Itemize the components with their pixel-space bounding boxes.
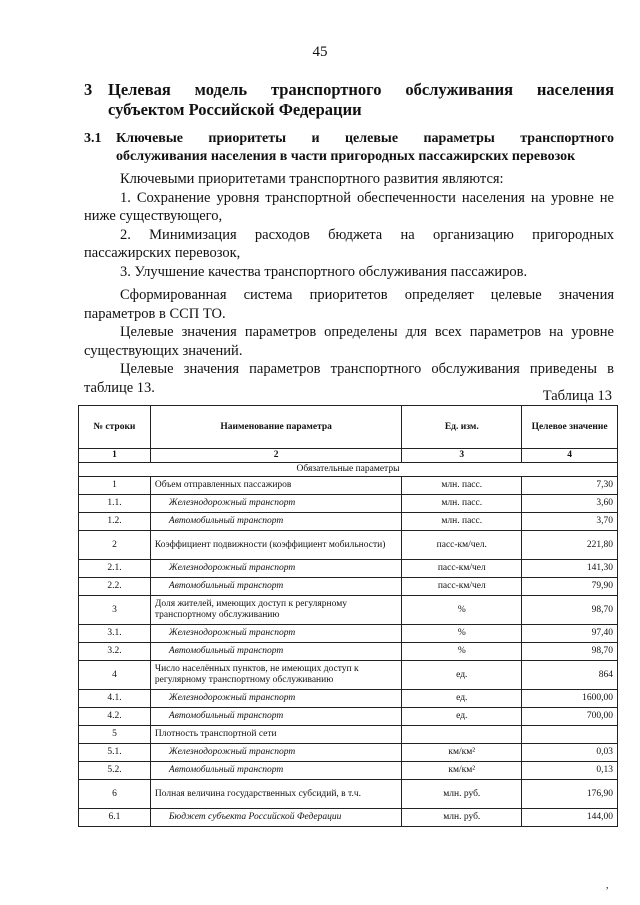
- table-row: [79, 560, 618, 578]
- header-row-number: № строки: [79, 406, 151, 449]
- section-number: 3.1: [84, 131, 102, 146]
- section-heading: [84, 130, 614, 166]
- parameter-name-cell: Железнодорожный транспорт: [150, 560, 402, 578]
- row-number-cell: 1.1.: [79, 495, 151, 513]
- column-index: 3: [402, 449, 522, 463]
- paragraph-intro: Ключевыми приоритетами транспортного развития являются:: [120, 171, 504, 187]
- table-caption: Таблица 13: [542, 388, 612, 404]
- unit-cell: ед.: [402, 661, 522, 690]
- unit-cell: км/км²: [402, 744, 522, 762]
- header-target-value: Целевое значение: [522, 406, 618, 449]
- body-text: [84, 170, 614, 397]
- table-row: [79, 661, 618, 690]
- parameter-name-cell: Доля жителей, имеющих доступ к регулярному транспортному обслуживанию: [150, 596, 402, 625]
- section-title-line1: Ключевые приоритеты и целевые параметры транспортного: [116, 131, 614, 146]
- row-number-cell: 5.1.: [79, 744, 151, 762]
- target-value-cell: 1600,00: [522, 690, 618, 708]
- paragraph-3: Целевые значения параметров транспортного обслуживания приведены в таблице 13.: [84, 361, 614, 396]
- parameter-name-cell: Автомобильный транспорт: [150, 578, 402, 596]
- chapter-title-line1: Целевая модель транспортного обслуживания населения: [108, 80, 614, 99]
- target-value-cell: 97,40: [522, 625, 618, 643]
- paragraph-2: Целевые значения параметров определены для всех параметров на уровне существующих значений.: [84, 324, 614, 359]
- row-number-cell: 6: [79, 780, 151, 809]
- header-unit: Ед. изм.: [402, 406, 522, 449]
- section-label: Обязательные параметры: [79, 463, 618, 477]
- parameter-name-cell: Коэффициент подвижности (коэффициент мобильности): [150, 531, 402, 560]
- target-value-cell: 98,70: [522, 643, 618, 661]
- target-value-cell: 864: [522, 661, 618, 690]
- row-number-cell: 3: [79, 596, 151, 625]
- unit-cell: млн. пасс.: [402, 495, 522, 513]
- parameter-name-cell: Бюджет субъекта Российской Федерации: [150, 809, 402, 827]
- parameter-name-cell: Плотность транспортной сети: [150, 726, 402, 744]
- parameter-name-cell: Железнодорожный транспорт: [150, 690, 402, 708]
- unit-cell: пасс-км/чел: [402, 560, 522, 578]
- section-row: [79, 463, 618, 477]
- unit-cell: %: [402, 596, 522, 625]
- row-number-cell: 2.2.: [79, 578, 151, 596]
- table-row: [79, 596, 618, 625]
- row-number-cell: 1.2.: [79, 513, 151, 531]
- chapter-heading: [84, 80, 614, 120]
- row-number-cell: 2.1.: [79, 560, 151, 578]
- column-index-row: [79, 449, 618, 463]
- parameter-name-cell: Железнодорожный транспорт: [150, 495, 402, 513]
- target-value-cell: 144,00: [522, 809, 618, 827]
- list-item-3: 3. Улучшение качества транспортного обслуживания пассажиров.: [120, 263, 528, 280]
- unit-cell: %: [402, 625, 522, 643]
- list-item-2: 2. Минимизация расходов бюджета на организацию пригородных пассажирских перевозок,: [84, 226, 614, 261]
- unit-cell: пасс-км/чел: [402, 578, 522, 596]
- section-title-line2: обслуживания населения в части пригородных пассажирских перевозок: [116, 149, 576, 164]
- table-row: [79, 495, 618, 513]
- target-value-cell: 0,13: [522, 762, 618, 780]
- row-number-cell: 3.2.: [79, 643, 151, 661]
- unit-cell: млн. руб.: [402, 780, 522, 809]
- table-row: [79, 726, 618, 744]
- column-index: 4: [522, 449, 618, 463]
- table-row: [79, 625, 618, 643]
- row-number-cell: 2: [79, 531, 151, 560]
- row-number-cell: 5: [79, 726, 151, 744]
- target-value-cell: 3,70: [522, 513, 618, 531]
- table-row: [79, 780, 618, 809]
- parameter-name-cell: Объем отправленных пассажиров: [150, 477, 402, 495]
- target-value-cell: 79,90: [522, 578, 618, 596]
- column-index: 2: [150, 449, 402, 463]
- table-row: [79, 809, 618, 827]
- table-row: [79, 513, 618, 531]
- row-number-cell: 4.2.: [79, 708, 151, 726]
- unit-cell: %: [402, 643, 522, 661]
- parameters-table: [78, 405, 618, 827]
- table-row: [79, 643, 618, 661]
- row-number-cell: 4.1.: [79, 690, 151, 708]
- parameter-name-cell: Железнодорожный транспорт: [150, 744, 402, 762]
- target-value-cell: [522, 726, 618, 744]
- row-number-cell: 1: [79, 477, 151, 495]
- list-item-1: 1. Сохранение уровня транспортной обеспеченности населения на уровне не ниже существующего,: [84, 189, 614, 224]
- target-value-cell: 98,70: [522, 596, 618, 625]
- parameter-name-cell: Автомобильный транспорт: [150, 762, 402, 780]
- paragraph-1: Сформированная система приоритетов определяет целевые значения параметров в ССП ТО.: [84, 287, 614, 322]
- unit-cell: ед.: [402, 690, 522, 708]
- table-row: [79, 578, 618, 596]
- header-parameter-name: Наименование параметра: [150, 406, 402, 449]
- unit-cell: млн. пасс.: [402, 513, 522, 531]
- row-number-cell: 3.1.: [79, 625, 151, 643]
- parameter-name-cell: Автомобильный транспорт: [150, 513, 402, 531]
- scan-mark: ,: [606, 880, 609, 891]
- row-number-cell: 4: [79, 661, 151, 690]
- unit-cell: [402, 726, 522, 744]
- table-row: [79, 762, 618, 780]
- chapter-number: 3: [84, 80, 93, 99]
- unit-cell: км/км²: [402, 762, 522, 780]
- table-row: [79, 690, 618, 708]
- target-value-cell: 700,00: [522, 708, 618, 726]
- unit-cell: ед.: [402, 708, 522, 726]
- table-row: [79, 744, 618, 762]
- unit-cell: пасс-км/чел.: [402, 531, 522, 560]
- parameter-name-cell: Число населённых пунктов, не имеющих доступ к регулярному транспортному обслуживанию: [150, 661, 402, 690]
- row-number-cell: 5.2.: [79, 762, 151, 780]
- target-value-cell: 221,80: [522, 531, 618, 560]
- unit-cell: млн. пасс.: [402, 477, 522, 495]
- target-value-cell: 141,30: [522, 560, 618, 578]
- parameter-name-cell: Полная величина государственных субсидий, в т.ч.: [150, 780, 402, 809]
- table-row: [79, 477, 618, 495]
- target-value-cell: 3,60: [522, 495, 618, 513]
- target-value-cell: 176,90: [522, 780, 618, 809]
- page-number: 45: [312, 44, 328, 60]
- target-value-cell: 7,30: [522, 477, 618, 495]
- chapter-title-line2: субъектом Российской Федерации: [108, 100, 362, 119]
- parameter-name-cell: Автомобильный транспорт: [150, 708, 402, 726]
- row-number-cell: 6.1: [79, 809, 151, 827]
- target-value-cell: 0,03: [522, 744, 618, 762]
- unit-cell: млн. руб.: [402, 809, 522, 827]
- column-index: 1: [79, 449, 151, 463]
- table-row: [79, 708, 618, 726]
- parameter-name-cell: Автомобильный транспорт: [150, 643, 402, 661]
- parameter-name-cell: Железнодорожный транспорт: [150, 625, 402, 643]
- table-row: [79, 531, 618, 560]
